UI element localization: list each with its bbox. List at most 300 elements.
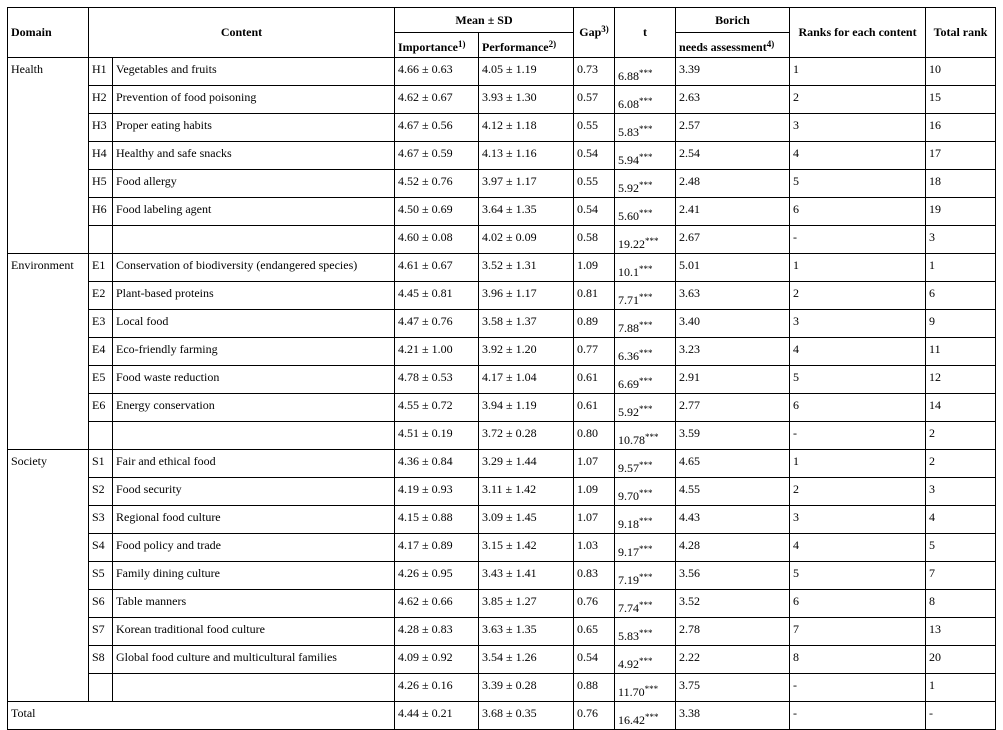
significance-marker: *** bbox=[639, 404, 653, 414]
rank-cell: 2 bbox=[790, 478, 926, 506]
gap-cell: 0.55 bbox=[574, 114, 615, 142]
significance-marker: *** bbox=[639, 656, 653, 666]
performance-cell: 3.63 ± 1.35 bbox=[479, 618, 574, 646]
borich-cell: 2.91 bbox=[676, 366, 790, 394]
importance-cell: 4.60 ± 0.08 bbox=[395, 226, 479, 254]
borich-cell: 3.52 bbox=[676, 590, 790, 618]
gap-cell: 0.65 bbox=[574, 618, 615, 646]
performance-cell: 3.54 ± 1.26 bbox=[479, 646, 574, 674]
significance-marker: *** bbox=[639, 544, 653, 554]
total-rank-cell: 10 bbox=[926, 58, 996, 86]
total-row bbox=[8, 702, 996, 730]
t-cell bbox=[615, 394, 676, 422]
borich-cell: 3.63 bbox=[676, 282, 790, 310]
rank-cell: 4 bbox=[790, 338, 926, 366]
rank-cell: - bbox=[790, 422, 926, 450]
domain-cell: Health bbox=[8, 58, 89, 254]
rank-cell: 3 bbox=[790, 310, 926, 338]
rank-cell: - bbox=[790, 674, 926, 702]
t-cell bbox=[615, 310, 676, 338]
gap-cell: 1.07 bbox=[574, 506, 615, 534]
rank-cell: 1 bbox=[790, 450, 926, 478]
borich-cell: 2.78 bbox=[676, 618, 790, 646]
results-table-container bbox=[7, 7, 995, 730]
table-row bbox=[8, 170, 996, 198]
table-row bbox=[8, 338, 996, 366]
performance-cell: 3.96 ± 1.17 bbox=[479, 282, 574, 310]
gap-cell: 0.57 bbox=[574, 86, 615, 114]
performance-cell: 3.11 ± 1.42 bbox=[479, 478, 574, 506]
content-cell: Korean traditional food culture bbox=[113, 618, 395, 646]
rank-cell: - bbox=[790, 702, 926, 730]
rank-cell: 7 bbox=[790, 618, 926, 646]
significance-marker: *** bbox=[639, 600, 653, 610]
importance-cell: 4.50 ± 0.69 bbox=[395, 198, 479, 226]
t-value: 5.94 bbox=[618, 153, 640, 167]
table-row bbox=[8, 114, 996, 142]
significance-marker: *** bbox=[639, 376, 653, 386]
performance-cell: 3.68 ± 0.35 bbox=[479, 702, 574, 730]
t-value: 11.70 bbox=[618, 685, 645, 699]
gap-cell: 0.54 bbox=[574, 142, 615, 170]
gap-cell: 0.88 bbox=[574, 674, 615, 702]
code-cell: E3 bbox=[89, 310, 113, 338]
table-row bbox=[8, 394, 996, 422]
significance-marker: *** bbox=[645, 712, 659, 722]
significance-marker: *** bbox=[645, 236, 659, 246]
total-rank-cell: 17 bbox=[926, 142, 996, 170]
header-domain: Domain bbox=[8, 8, 89, 58]
t-cell bbox=[615, 534, 676, 562]
header-total-rank: Total rank bbox=[926, 8, 996, 58]
header-needs-label: needs assessment bbox=[679, 40, 767, 54]
rank-cell: 2 bbox=[790, 282, 926, 310]
code-cell bbox=[89, 674, 113, 702]
importance-cell: 4.45 ± 0.81 bbox=[395, 282, 479, 310]
domain-cell: Society bbox=[8, 450, 89, 702]
gap-cell: 0.55 bbox=[574, 170, 615, 198]
rank-cell: 4 bbox=[790, 142, 926, 170]
total-rank-cell: - bbox=[926, 702, 996, 730]
rank-cell: 5 bbox=[790, 366, 926, 394]
content-cell: Food labeling agent bbox=[113, 198, 395, 226]
significance-marker: *** bbox=[639, 292, 653, 302]
code-cell: S1 bbox=[89, 450, 113, 478]
total-label-cell: Total bbox=[8, 702, 395, 730]
code-cell: S7 bbox=[89, 618, 113, 646]
header-importance-label: Importance bbox=[398, 40, 458, 54]
total-rank-cell: 20 bbox=[926, 646, 996, 674]
t-cell bbox=[615, 142, 676, 170]
borich-cell: 2.22 bbox=[676, 646, 790, 674]
t-value: 16.42 bbox=[618, 713, 646, 727]
table-row bbox=[8, 86, 996, 114]
t-cell bbox=[615, 338, 676, 366]
table-body bbox=[8, 58, 996, 730]
borich-cell: 2.63 bbox=[676, 86, 790, 114]
borich-cell: 5.01 bbox=[676, 254, 790, 282]
significance-marker: *** bbox=[645, 432, 659, 442]
t-value: 7.71 bbox=[618, 293, 640, 307]
table-row bbox=[8, 254, 996, 282]
header-importance bbox=[395, 33, 479, 58]
performance-cell: 3.93 ± 1.30 bbox=[479, 86, 574, 114]
code-cell: H2 bbox=[89, 86, 113, 114]
borich-cell: 2.67 bbox=[676, 226, 790, 254]
gap-cell: 0.54 bbox=[574, 198, 615, 226]
t-cell bbox=[615, 618, 676, 646]
performance-cell: 3.64 ± 1.35 bbox=[479, 198, 574, 226]
table-row bbox=[8, 646, 996, 674]
importance-cell: 4.61 ± 0.67 bbox=[395, 254, 479, 282]
total-rank-cell: 7 bbox=[926, 562, 996, 590]
code-cell: S5 bbox=[89, 562, 113, 590]
content-cell: Prevention of food poisoning bbox=[113, 86, 395, 114]
code-cell: S2 bbox=[89, 478, 113, 506]
t-value: 9.17 bbox=[618, 545, 640, 559]
code-cell bbox=[89, 226, 113, 254]
content-cell bbox=[113, 226, 395, 254]
rank-cell: 3 bbox=[790, 506, 926, 534]
header-performance-label: Performance bbox=[482, 40, 549, 54]
performance-cell: 4.13 ± 1.16 bbox=[479, 142, 574, 170]
header-gap bbox=[574, 8, 615, 58]
code-cell: S8 bbox=[89, 646, 113, 674]
subtotal-row bbox=[8, 422, 996, 450]
t-value: 7.88 bbox=[618, 321, 640, 335]
header-needs-footnote: 4) bbox=[766, 39, 775, 49]
t-value: 5.83 bbox=[618, 125, 640, 139]
gap-cell: 0.73 bbox=[574, 58, 615, 86]
significance-marker: *** bbox=[639, 572, 653, 582]
gap-cell: 1.09 bbox=[574, 254, 615, 282]
borich-cell: 3.40 bbox=[676, 310, 790, 338]
t-value: 7.74 bbox=[618, 601, 640, 615]
rank-cell: 3 bbox=[790, 114, 926, 142]
t-value: 7.19 bbox=[618, 573, 640, 587]
performance-cell: 3.29 ± 1.44 bbox=[479, 450, 574, 478]
header-importance-footnote: 1) bbox=[458, 39, 466, 49]
performance-cell: 3.92 ± 1.20 bbox=[479, 338, 574, 366]
header-performance-footnote: 2) bbox=[548, 39, 557, 49]
importance-cell: 4.52 ± 0.76 bbox=[395, 170, 479, 198]
t-cell bbox=[615, 590, 676, 618]
code-cell: H3 bbox=[89, 114, 113, 142]
total-rank-cell: 9 bbox=[926, 310, 996, 338]
borich-cell: 3.75 bbox=[676, 674, 790, 702]
borich-cell: 4.65 bbox=[676, 450, 790, 478]
significance-marker: *** bbox=[639, 68, 653, 78]
performance-cell: 3.58 ± 1.37 bbox=[479, 310, 574, 338]
total-rank-cell: 1 bbox=[926, 254, 996, 282]
t-cell bbox=[615, 282, 676, 310]
performance-cell: 3.52 ± 1.31 bbox=[479, 254, 574, 282]
borich-cell: 2.77 bbox=[676, 394, 790, 422]
code-cell: H5 bbox=[89, 170, 113, 198]
header-performance bbox=[479, 33, 574, 58]
table-row bbox=[8, 450, 996, 478]
table-row bbox=[8, 198, 996, 226]
rank-cell: 6 bbox=[790, 394, 926, 422]
content-cell: Fair and ethical food bbox=[113, 450, 395, 478]
header-mean-sd: Mean ± SD bbox=[395, 8, 574, 33]
table-row bbox=[8, 618, 996, 646]
code-cell: S6 bbox=[89, 590, 113, 618]
domain-cell: Environment bbox=[8, 254, 89, 450]
t-value: 9.57 bbox=[618, 461, 640, 475]
performance-cell: 3.72 ± 0.28 bbox=[479, 422, 574, 450]
content-cell: Vegetables and fruits bbox=[113, 58, 395, 86]
performance-cell: 4.02 ± 0.09 bbox=[479, 226, 574, 254]
table-row bbox=[8, 142, 996, 170]
total-rank-cell: 6 bbox=[926, 282, 996, 310]
gap-cell: 0.77 bbox=[574, 338, 615, 366]
gap-cell: 0.81 bbox=[574, 282, 615, 310]
total-rank-cell: 14 bbox=[926, 394, 996, 422]
borich-cell: 4.28 bbox=[676, 534, 790, 562]
t-cell bbox=[615, 366, 676, 394]
gap-cell: 0.76 bbox=[574, 702, 615, 730]
content-cell: Conservation of biodiversity (endangered species) bbox=[113, 254, 395, 282]
borich-cell: 2.54 bbox=[676, 142, 790, 170]
importance-cell: 4.17 ± 0.89 bbox=[395, 534, 479, 562]
performance-cell: 3.97 ± 1.17 bbox=[479, 170, 574, 198]
header-content: Content bbox=[89, 8, 395, 58]
content-cell: Table manners bbox=[113, 590, 395, 618]
total-rank-cell: 3 bbox=[926, 226, 996, 254]
total-rank-cell: 12 bbox=[926, 366, 996, 394]
table-row bbox=[8, 282, 996, 310]
borich-cell: 4.43 bbox=[676, 506, 790, 534]
table-row bbox=[8, 534, 996, 562]
significance-marker: *** bbox=[639, 628, 653, 638]
borich-cell: 3.38 bbox=[676, 702, 790, 730]
t-cell bbox=[615, 86, 676, 114]
content-cell: Regional food culture bbox=[113, 506, 395, 534]
t-cell bbox=[615, 58, 676, 86]
code-cell: E2 bbox=[89, 282, 113, 310]
content-cell: Local food bbox=[113, 310, 395, 338]
code-cell: E6 bbox=[89, 394, 113, 422]
t-value: 9.70 bbox=[618, 489, 640, 503]
code-cell bbox=[89, 422, 113, 450]
t-cell bbox=[615, 646, 676, 674]
significance-marker: *** bbox=[639, 320, 653, 330]
rank-cell: 4 bbox=[790, 534, 926, 562]
borich-cell: 3.59 bbox=[676, 422, 790, 450]
t-value: 10.78 bbox=[618, 433, 646, 447]
total-rank-cell: 13 bbox=[926, 618, 996, 646]
t-cell bbox=[615, 478, 676, 506]
significance-marker: *** bbox=[639, 180, 653, 190]
t-value: 5.92 bbox=[618, 181, 640, 195]
content-cell: Proper eating habits bbox=[113, 114, 395, 142]
gap-cell: 0.61 bbox=[574, 394, 615, 422]
rank-cell: 5 bbox=[790, 562, 926, 590]
performance-cell: 3.43 ± 1.41 bbox=[479, 562, 574, 590]
gap-cell: 1.03 bbox=[574, 534, 615, 562]
borich-cell: 4.55 bbox=[676, 478, 790, 506]
t-value: 10.1 bbox=[618, 265, 640, 279]
rank-cell: 2 bbox=[790, 86, 926, 114]
gap-cell: 0.76 bbox=[574, 590, 615, 618]
content-cell bbox=[113, 674, 395, 702]
code-cell: H6 bbox=[89, 198, 113, 226]
borich-cell: 2.57 bbox=[676, 114, 790, 142]
significance-marker: *** bbox=[639, 460, 653, 470]
table-row bbox=[8, 58, 996, 86]
total-rank-cell: 19 bbox=[926, 198, 996, 226]
t-cell bbox=[615, 170, 676, 198]
code-cell: E4 bbox=[89, 338, 113, 366]
header-ranks-each: Ranks for each content bbox=[790, 8, 926, 58]
borich-cell: 2.41 bbox=[676, 198, 790, 226]
header-t: t bbox=[615, 8, 676, 58]
significance-marker: *** bbox=[639, 488, 653, 498]
importance-cell: 4.44 ± 0.21 bbox=[395, 702, 479, 730]
performance-cell: 3.39 ± 0.28 bbox=[479, 674, 574, 702]
gap-cell: 0.89 bbox=[574, 310, 615, 338]
significance-marker: *** bbox=[639, 264, 653, 274]
header-gap-label: Gap bbox=[579, 25, 602, 39]
borich-cell: 3.39 bbox=[676, 58, 790, 86]
performance-cell: 4.17 ± 1.04 bbox=[479, 366, 574, 394]
content-cell: Energy conservation bbox=[113, 394, 395, 422]
t-value: 19.22 bbox=[618, 237, 646, 251]
importance-cell: 4.19 ± 0.93 bbox=[395, 478, 479, 506]
importance-cell: 4.67 ± 0.59 bbox=[395, 142, 479, 170]
rank-cell: 1 bbox=[790, 254, 926, 282]
table-row bbox=[8, 310, 996, 338]
importance-cell: 4.51 ± 0.19 bbox=[395, 422, 479, 450]
subtotal-row bbox=[8, 226, 996, 254]
importance-cell: 4.62 ± 0.66 bbox=[395, 590, 479, 618]
t-cell bbox=[615, 506, 676, 534]
code-cell: E5 bbox=[89, 366, 113, 394]
table-row bbox=[8, 590, 996, 618]
t-cell bbox=[615, 422, 676, 450]
total-rank-cell: 16 bbox=[926, 114, 996, 142]
significance-marker: *** bbox=[639, 124, 653, 134]
content-cell: Food allergy bbox=[113, 170, 395, 198]
rank-cell: 6 bbox=[790, 198, 926, 226]
significance-marker: *** bbox=[639, 516, 653, 526]
significance-marker: *** bbox=[644, 684, 659, 694]
content-cell: Healthy and safe snacks bbox=[113, 142, 395, 170]
importance-cell: 4.78 ± 0.53 bbox=[395, 366, 479, 394]
significance-marker: *** bbox=[639, 152, 653, 162]
t-cell bbox=[615, 450, 676, 478]
performance-cell: 4.05 ± 1.19 bbox=[479, 58, 574, 86]
importance-cell: 4.26 ± 0.95 bbox=[395, 562, 479, 590]
t-value: 6.88 bbox=[618, 69, 640, 83]
t-cell bbox=[615, 254, 676, 282]
t-value: 5.92 bbox=[618, 405, 640, 419]
performance-cell: 3.09 ± 1.45 bbox=[479, 506, 574, 534]
total-rank-cell: 1 bbox=[926, 674, 996, 702]
content-cell: Family dining culture bbox=[113, 562, 395, 590]
performance-cell: 3.94 ± 1.19 bbox=[479, 394, 574, 422]
performance-cell: 4.12 ± 1.18 bbox=[479, 114, 574, 142]
code-cell: S4 bbox=[89, 534, 113, 562]
total-rank-cell: 11 bbox=[926, 338, 996, 366]
t-value: 5.60 bbox=[618, 209, 640, 223]
rank-cell: 1 bbox=[790, 58, 926, 86]
content-cell: Food waste reduction bbox=[113, 366, 395, 394]
importance-cell: 4.21 ± 1.00 bbox=[395, 338, 479, 366]
code-cell: E1 bbox=[89, 254, 113, 282]
gap-cell: 1.07 bbox=[574, 450, 615, 478]
importance-cell: 4.36 ± 0.84 bbox=[395, 450, 479, 478]
total-rank-cell: 3 bbox=[926, 478, 996, 506]
importance-cell: 4.67 ± 0.56 bbox=[395, 114, 479, 142]
significance-marker: *** bbox=[639, 348, 653, 358]
needs-assessment-table bbox=[7, 7, 996, 730]
t-cell bbox=[615, 674, 676, 702]
t-value: 6.69 bbox=[618, 377, 640, 391]
t-cell bbox=[615, 226, 676, 254]
table-row bbox=[8, 562, 996, 590]
significance-marker: *** bbox=[639, 208, 653, 218]
table-row bbox=[8, 478, 996, 506]
rank-cell: 8 bbox=[790, 646, 926, 674]
total-rank-cell: 18 bbox=[926, 170, 996, 198]
importance-cell: 4.09 ± 0.92 bbox=[395, 646, 479, 674]
borich-cell: 3.56 bbox=[676, 562, 790, 590]
content-cell: Food policy and trade bbox=[113, 534, 395, 562]
t-value: 6.08 bbox=[618, 97, 640, 111]
content-cell: Plant-based proteins bbox=[113, 282, 395, 310]
importance-cell: 4.66 ± 0.63 bbox=[395, 58, 479, 86]
t-value: 4.92 bbox=[618, 657, 640, 671]
t-value: 6.36 bbox=[618, 349, 640, 363]
total-rank-cell: 15 bbox=[926, 86, 996, 114]
importance-cell: 4.62 ± 0.67 bbox=[395, 86, 479, 114]
borich-cell: 3.23 bbox=[676, 338, 790, 366]
gap-cell: 0.83 bbox=[574, 562, 615, 590]
gap-cell: 0.58 bbox=[574, 226, 615, 254]
gap-cell: 0.80 bbox=[574, 422, 615, 450]
borich-cell: 2.48 bbox=[676, 170, 790, 198]
gap-cell: 1.09 bbox=[574, 478, 615, 506]
gap-cell: 0.54 bbox=[574, 646, 615, 674]
total-rank-cell: 8 bbox=[926, 590, 996, 618]
importance-cell: 4.15 ± 0.88 bbox=[395, 506, 479, 534]
content-cell: Global food culture and multicultural families bbox=[113, 646, 395, 674]
code-cell: S3 bbox=[89, 506, 113, 534]
t-cell bbox=[615, 114, 676, 142]
importance-cell: 4.47 ± 0.76 bbox=[395, 310, 479, 338]
table-row bbox=[8, 366, 996, 394]
gap-cell: 0.61 bbox=[574, 366, 615, 394]
header-borich: Borich bbox=[676, 8, 790, 33]
total-rank-cell: 2 bbox=[926, 422, 996, 450]
rank-cell: 6 bbox=[790, 590, 926, 618]
total-rank-cell: 2 bbox=[926, 450, 996, 478]
performance-cell: 3.85 ± 1.27 bbox=[479, 590, 574, 618]
rank-cell: 5 bbox=[790, 170, 926, 198]
header-gap-footnote: 3) bbox=[601, 24, 609, 34]
rank-cell: - bbox=[790, 226, 926, 254]
importance-cell: 4.55 ± 0.72 bbox=[395, 394, 479, 422]
performance-cell: 3.15 ± 1.42 bbox=[479, 534, 574, 562]
total-rank-cell: 4 bbox=[926, 506, 996, 534]
table-row bbox=[8, 506, 996, 534]
content-cell: Food security bbox=[113, 478, 395, 506]
table-header bbox=[8, 8, 996, 58]
content-cell: Eco-friendly farming bbox=[113, 338, 395, 366]
t-cell bbox=[615, 702, 676, 730]
